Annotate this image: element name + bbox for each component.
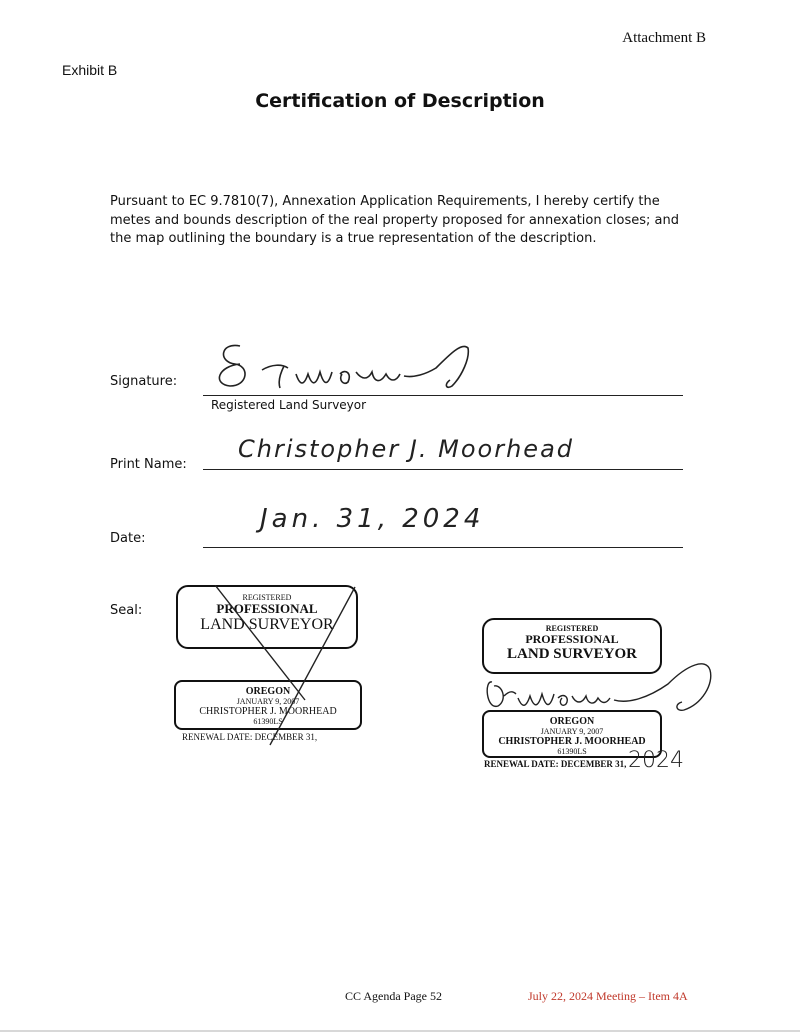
handwritten-signature xyxy=(200,334,510,396)
print-name-label: Print Name: xyxy=(110,457,187,472)
seal-name-text-2: CHRISTOPHER J. MOORHEAD xyxy=(498,736,646,747)
seal-state-text: OREGON xyxy=(245,686,291,697)
seal-renewal-year-handwritten: 2024 xyxy=(628,748,684,773)
surveyor-seal xyxy=(478,618,718,783)
seal-issue-date-2: JANUARY 9, 2007 xyxy=(540,727,604,736)
seal-number-text-2: 61390LS xyxy=(557,747,587,756)
print-name-value: Christopher J. Moorhead xyxy=(238,435,575,463)
seal-label: Seal: xyxy=(110,603,143,618)
page-bottom-edge xyxy=(0,1030,800,1032)
footer-meeting-reference: July 22, 2024 Meeting – Item 4A xyxy=(528,989,688,1003)
date-value: Jan. 31, 2024 xyxy=(260,504,485,534)
seal-professional-text-2: PROFESSIONAL xyxy=(525,632,619,646)
seal-signature-overlay xyxy=(478,618,718,783)
seal-registered-text-2: REGISTERED xyxy=(545,624,599,633)
seal-land-surveyor-text-2: LAND SURVEYOR xyxy=(507,646,637,662)
date-label: Date: xyxy=(110,531,146,546)
seal-state-text-2: OREGON xyxy=(549,716,595,727)
print-name-line xyxy=(203,469,683,470)
seal-professional-text: PROFESSIONAL xyxy=(216,601,318,616)
signature-caption: Registered Land Surveyor xyxy=(211,398,367,412)
signature-label: Signature: xyxy=(110,374,178,389)
certification-paragraph: Pursuant to EC 9.7810(7), Annexation Application Requirements, I hereby certify the metes and bounds description of the real property proposed for annexation closes; and the map outlining the boundary is a true representation of the description. xyxy=(110,194,679,246)
surveyor-seal-voided xyxy=(170,585,365,755)
signature-line xyxy=(203,395,683,396)
document-title: Certification of Description xyxy=(255,90,545,112)
attachment-label: Attachment B xyxy=(622,30,706,46)
exhibit-label: Exhibit B xyxy=(62,62,118,78)
seal-registered-text: REGISTERED xyxy=(242,593,292,602)
seal-land-surveyor-text: LAND SURVEYOR xyxy=(200,616,334,633)
void-cross-mark xyxy=(170,585,365,755)
seal-name-text: CHRISTOPHER J. MOORHEAD xyxy=(199,706,337,717)
seal-renewal-text-2: RENEWAL DATE: DECEMBER 31, xyxy=(484,759,627,769)
footer-page-number: CC Agenda Page 52 xyxy=(345,989,442,1003)
date-line xyxy=(203,547,683,548)
seal-renewal-text: RENEWAL DATE: DECEMBER 31, xyxy=(182,732,318,742)
seal-number-text: 61390LS xyxy=(253,717,283,726)
seal-issue-date: JANUARY 9, 2007 xyxy=(236,697,300,706)
